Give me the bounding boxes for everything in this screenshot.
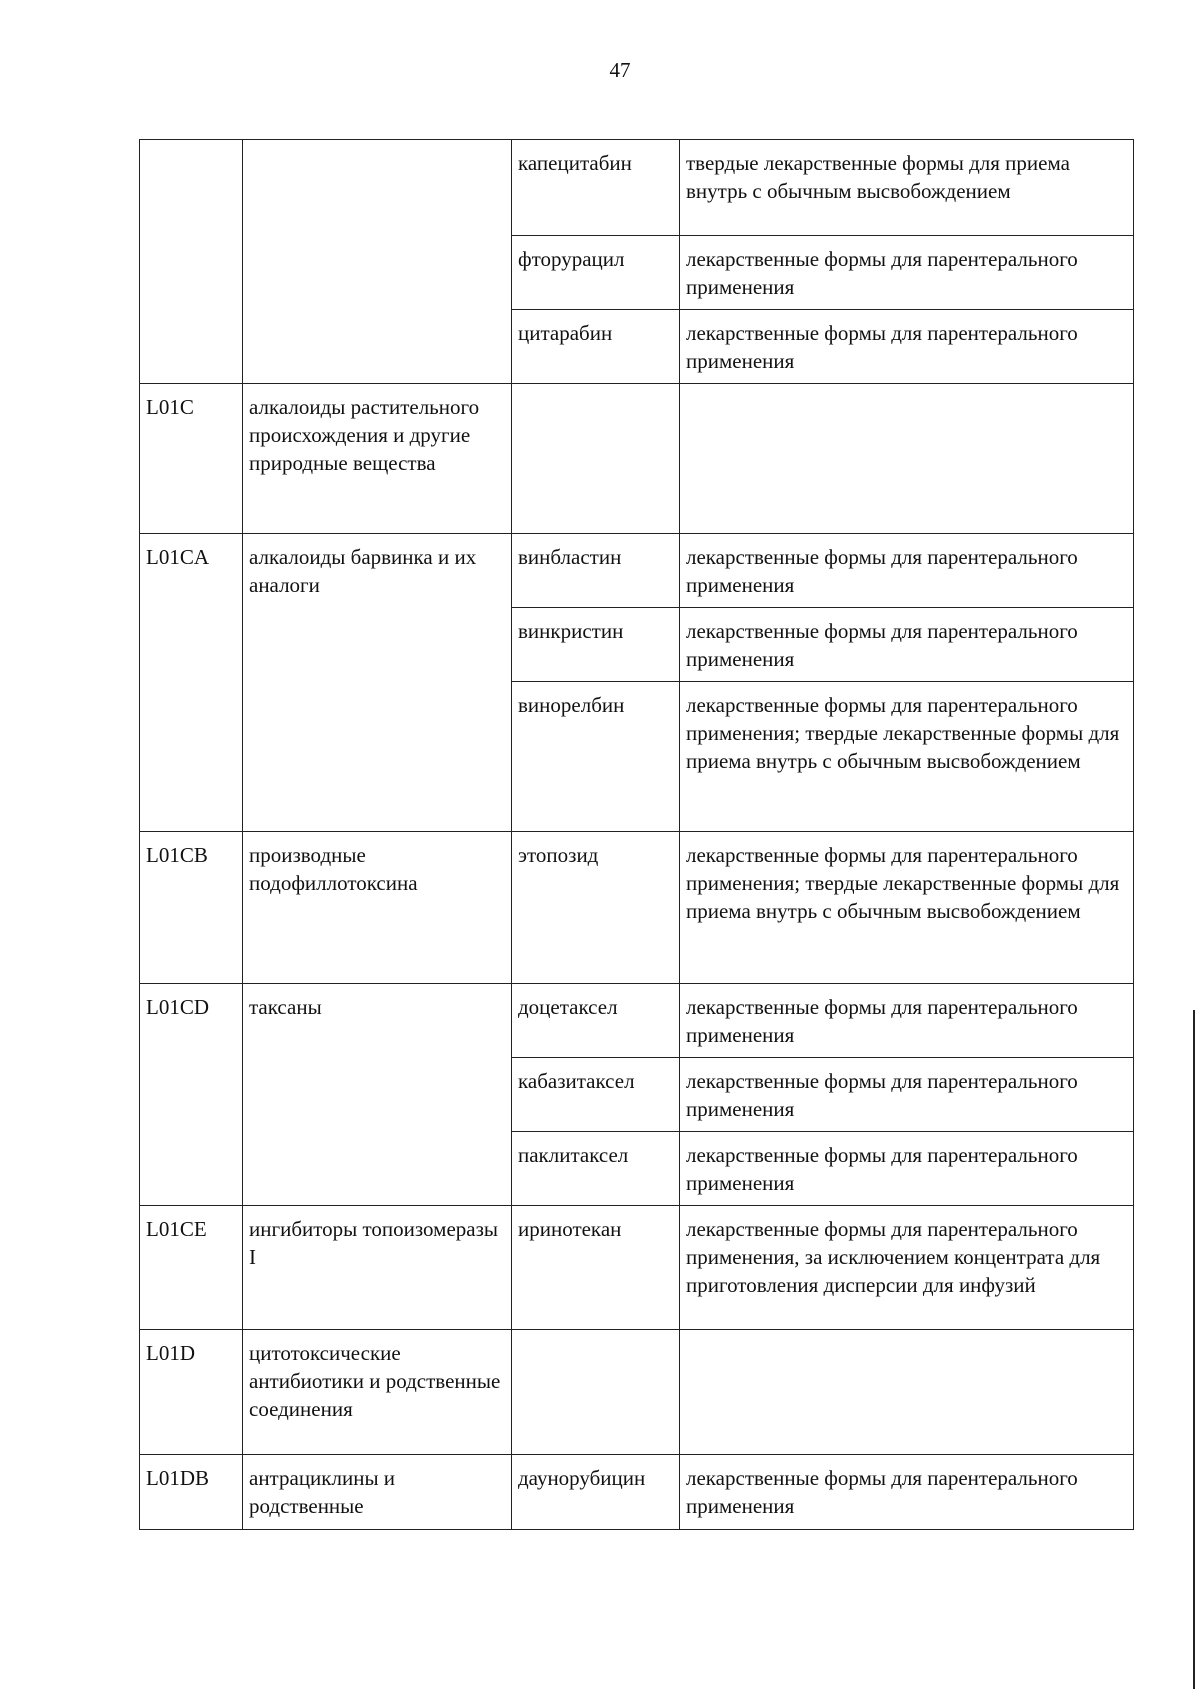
drug-name-cell — [512, 384, 680, 534]
group-name-cell: антрациклины и родственные — [243, 1455, 512, 1530]
table-row — [140, 1330, 1134, 1455]
dosage-form-cell: твердые лекарственные формы для приема внутрь с обычным высвобождением — [680, 140, 1134, 236]
drug-name-cell: фторурацил — [512, 236, 680, 310]
dosage-form-cell: лекарственные формы для парентерального применения — [680, 310, 1134, 384]
page-edge-line — [1193, 1010, 1195, 1689]
table-row — [140, 384, 1134, 534]
drug-name-cell: цитарабин — [512, 310, 680, 384]
group-name-cell: цитотоксические антибиотики и родственные соединения — [243, 1330, 512, 1455]
atc-code-cell: L01DB — [140, 1455, 243, 1530]
dosage-form-cell: лекарственные формы для парентерального применения; твердые лекарственные формы для приема внутрь с обычным высвобождением — [680, 682, 1134, 832]
dosage-form-cell: лекарственные формы для парентерального применения; твердые лекарственные формы для приема внутрь с обычным высвобождением — [680, 832, 1134, 984]
dosage-form-cell — [680, 384, 1134, 534]
drug-name-cell: винкристин — [512, 608, 680, 682]
drug-name-cell: паклитаксел — [512, 1132, 680, 1206]
dosage-form-cell — [680, 1330, 1134, 1455]
drug-name-cell: этопозид — [512, 832, 680, 984]
atc-code-cell: L01CD — [140, 984, 243, 1206]
drug-name-cell — [512, 1330, 680, 1455]
atc-code-cell — [140, 140, 243, 384]
group-name-cell: производные подофиллотоксина — [243, 832, 512, 984]
drug-name-cell: иринотекан — [512, 1206, 680, 1330]
dosage-form-cell: лекарственные формы для парентерального применения — [680, 984, 1134, 1058]
table-row — [140, 984, 1134, 1058]
table-row — [140, 1455, 1134, 1530]
table-row — [140, 1206, 1134, 1330]
group-name-cell — [243, 140, 512, 384]
group-name-cell: алкалоиды барвинка и их аналоги — [243, 534, 512, 832]
dosage-form-cell: лекарственные формы для парентерального применения — [680, 236, 1134, 310]
dosage-form-cell: лекарственные формы для парентерального применения — [680, 608, 1134, 682]
drug-name-cell: кабазитаксел — [512, 1058, 680, 1132]
atc-code-cell: L01CB — [140, 832, 243, 984]
drug-table — [139, 139, 1134, 1530]
table-row — [140, 534, 1134, 608]
group-name-cell: алкалоиды растительного происхождения и другие природные вещества — [243, 384, 512, 534]
atc-code-cell: L01C — [140, 384, 243, 534]
group-name-cell: таксаны — [243, 984, 512, 1206]
drug-name-cell: винорелбин — [512, 682, 680, 832]
atc-code-cell: L01CE — [140, 1206, 243, 1330]
drug-name-cell: доцетаксел — [512, 984, 680, 1058]
table-row — [140, 140, 1134, 236]
page-number: 47 — [609, 58, 631, 82]
group-name-cell: ингибиторы топоизомеразы I — [243, 1206, 512, 1330]
dosage-form-cell: лекарственные формы для парентерального применения — [680, 1058, 1134, 1132]
atc-code-cell: L01CA — [140, 534, 243, 832]
atc-code-cell: L01D — [140, 1330, 243, 1455]
dosage-form-cell: лекарственные формы для парентерального применения — [680, 534, 1134, 608]
dosage-form-cell: лекарственные формы для парентерального применения — [680, 1132, 1134, 1206]
dosage-form-cell: лекарственные формы для парентерального применения, за исключением концентрата для приготовления дисперсии для инфузий — [680, 1206, 1134, 1330]
drug-name-cell: даунорубицин — [512, 1455, 680, 1530]
drug-name-cell: винбластин — [512, 534, 680, 608]
drug-name-cell: капецитабин — [512, 140, 680, 236]
table-row — [140, 832, 1134, 984]
dosage-form-cell: лекарственные формы для парентерального применения — [680, 1455, 1134, 1530]
